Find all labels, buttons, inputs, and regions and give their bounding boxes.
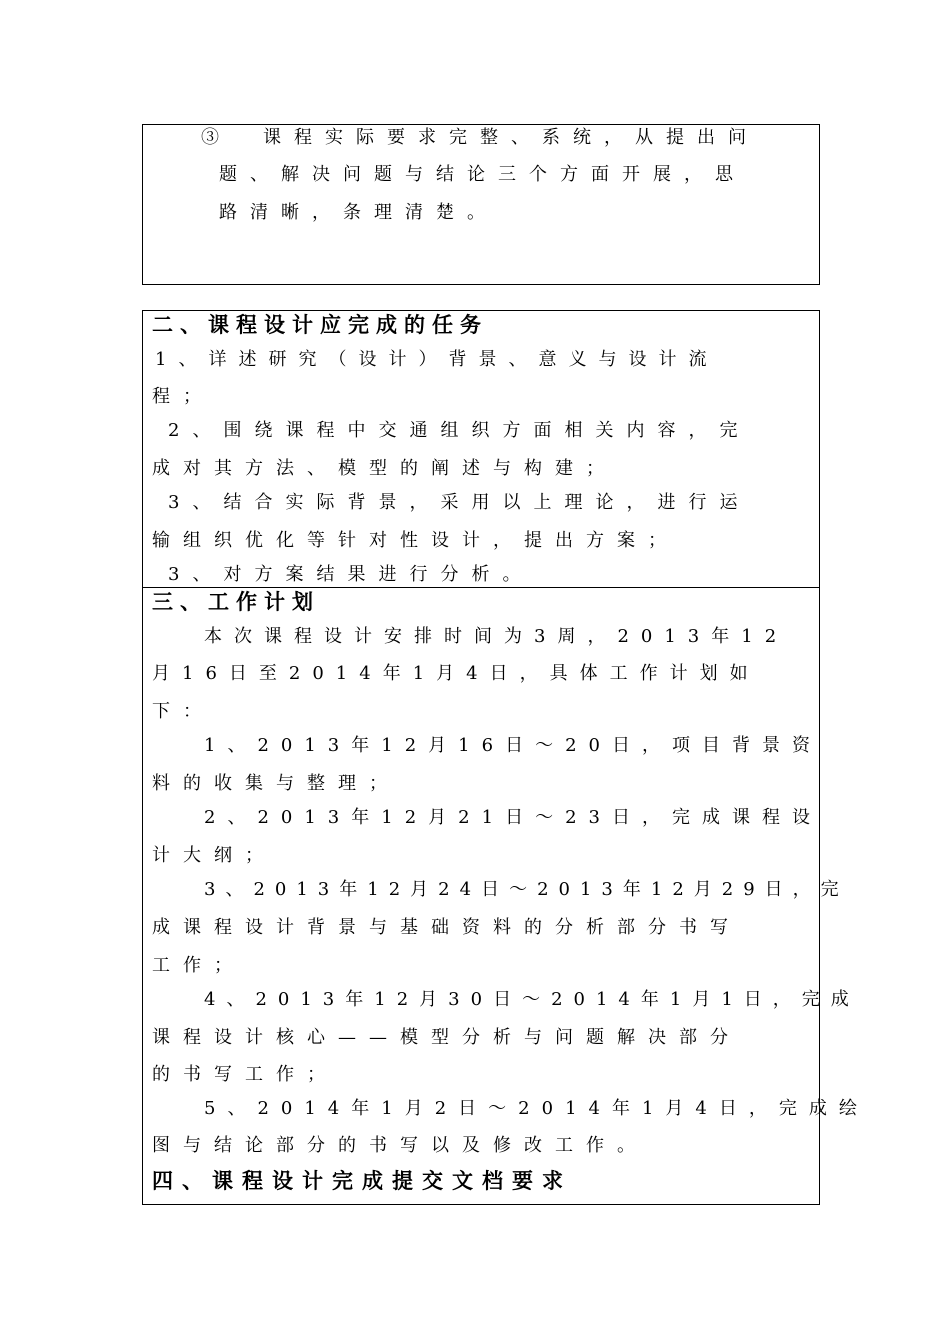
text-line: 料的收集与整理；: [152, 773, 400, 794]
text-line: ③ 课程实际要求完整、系统，从提出问: [201, 127, 759, 148]
text-line: 路清晰，条理清楚。: [219, 202, 498, 223]
text-line: 题、解决问题与结论三个方面开展，思: [219, 164, 746, 185]
text-line: 本次课程设计安排时间为3周，2013年12: [204, 626, 789, 647]
text-line: 成对其方法、模型的阐述与构建；: [152, 458, 617, 479]
text-line: 图与结论部分的书写以及修改工作。: [152, 1135, 648, 1156]
tasks-section: [142, 310, 820, 588]
text-line: 1、2013年12月16日～20日，项目背景资: [204, 735, 822, 756]
text-line: 3、结合实际背景，采用以上理论，进行运: [168, 492, 751, 513]
text-line: 5、2014年1月2日～2014年1月4日，完成绘: [204, 1098, 869, 1119]
text-line: 3、对方案结果进行分析。: [168, 564, 534, 585]
course-requirement-box: [142, 124, 820, 285]
text-line: 月16日至2014年1月4日，具体工作计划如: [152, 663, 760, 684]
section-heading: 二、课程设计应完成的任务: [152, 312, 488, 337]
section-heading: 三、工作计划: [152, 589, 320, 614]
work-plan-section: [142, 587, 869, 1205]
text-line: 4、2013年12月30日～2014年1月1日，完成: [204, 989, 860, 1010]
text-line: 计大纲；: [152, 845, 276, 866]
text-line: 输组织优化等针对性设计，提出方案；: [152, 530, 679, 551]
text-line: 的书写工作；: [152, 1064, 338, 1085]
text-line: 2、围绕课程中交通组织方面相关内容，完: [168, 420, 751, 441]
section-heading: 四、课程设计完成提交文档要求: [152, 1168, 572, 1193]
text-line: 程；: [152, 386, 214, 407]
text-line: 2、2013年12月21日～23日，完成课程设: [204, 807, 822, 828]
text-line: 工作；: [152, 955, 245, 976]
text-line: 3、2013年12月24日～2013年12月29日，完: [204, 879, 849, 900]
text-line: 1、详述研究（设计）背景、意义与设计流: [155, 349, 719, 370]
text-line: 下：: [152, 701, 214, 722]
text-line: 成课程设计背景与基础资料的分析部分书写: [152, 917, 741, 938]
text-line: 课程设计核心——模型分析与问题解决部分: [152, 1027, 741, 1048]
